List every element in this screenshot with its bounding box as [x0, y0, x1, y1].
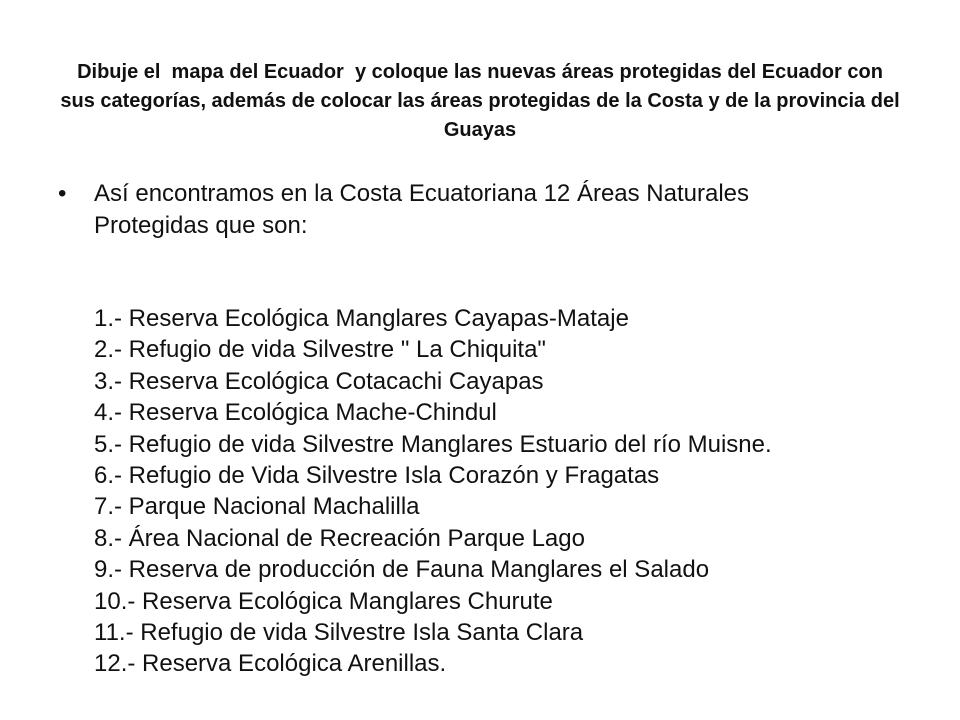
- slide-title: Dibuje el mapa del Ecuador y coloque las nuevas áreas protegidas del Ecuador con sus categorías, además de colocar las áreas protegidas de la Costa y de la provincia del Guayas: [60, 61, 906, 141]
- bullet-icon: •: [58, 180, 67, 207]
- intro-text: Así encontramos en la Costa Ecuatoriana 12 Áreas Naturales Protegidas que son:: [94, 180, 750, 239]
- list-item: 4.- Reserva Ecológica Mache-Chindul: [94, 399, 497, 427]
- list-item: 6.- Refugio de Vida Silvestre Isla Corazón y Fragatas: [94, 462, 660, 490]
- list-item: 8.- Área Nacional de Recreación Parque Lago: [94, 524, 585, 552]
- list-item: 10.- Reserva Ecológica Manglares Churute: [94, 587, 553, 615]
- bullet-block: [58, 178, 918, 242]
- list-item: 7.- Parque Nacional Machalilla: [94, 493, 420, 521]
- list-item: 12.- Reserva Ecológica Arenillas.: [94, 650, 447, 678]
- list-item: 9.- Reserva de producción de Fauna Manglares el Salado: [94, 556, 710, 584]
- list-item: 1.- Reserva Ecológica Manglares Cayapas-Mataje: [94, 305, 629, 332]
- protected-areas-list: [94, 303, 854, 680]
- list-item: 11.- Refugio de vida Silvestre Isla Santa Clara: [94, 619, 584, 647]
- list-item: 3.- Reserva Ecológica Cotacachi Cayapas: [94, 367, 544, 395]
- bullet-row: [58, 178, 918, 242]
- list-item: 5.- Refugio de vida Silvestre Manglares Estuario del río Muisne.: [94, 430, 772, 458]
- list-item: 2.- Refugio de vida Silvestre " La Chiquita": [94, 336, 546, 364]
